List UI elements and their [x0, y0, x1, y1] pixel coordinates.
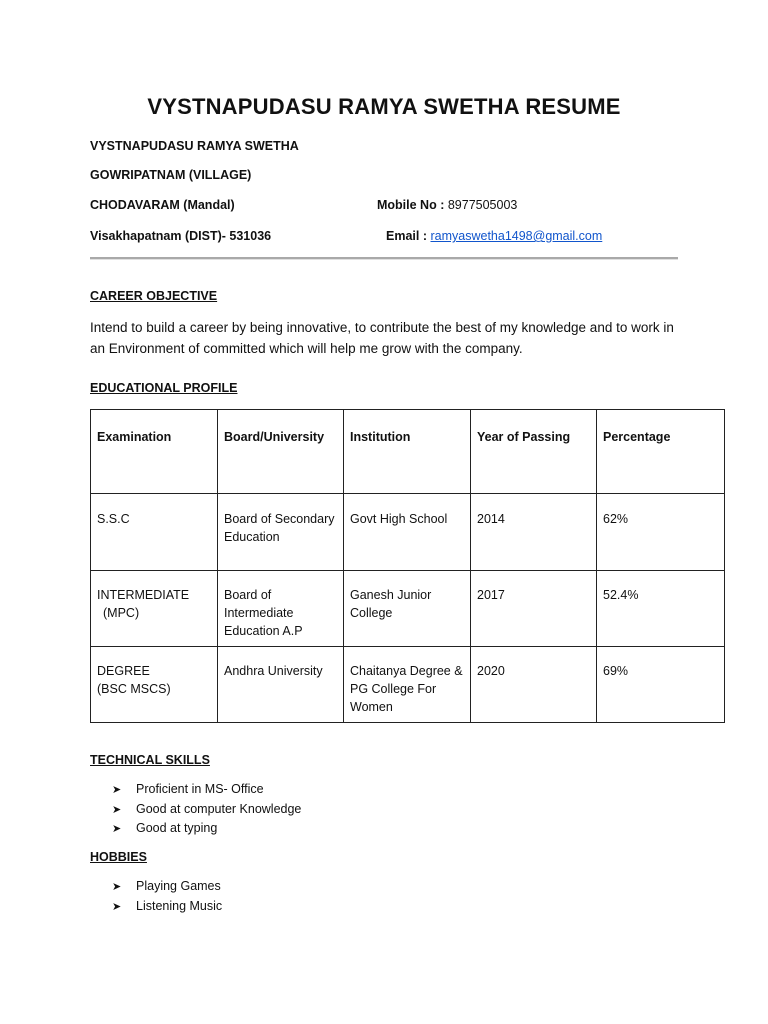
- cell-line: Ganesh Junior: [350, 588, 432, 602]
- table-row: [91, 494, 725, 571]
- cell-line: S.S.C: [97, 512, 130, 526]
- cell-line: Board of Secondary: [224, 512, 335, 526]
- year-cell: 2020: [471, 647, 597, 723]
- contact-email: [386, 229, 602, 243]
- list-item: [112, 897, 222, 917]
- email-link[interactable]: ramyaswetha1498@gmail.com: [430, 229, 603, 243]
- arrow-bullet-icon: ➤: [112, 803, 122, 816]
- cell-line: Board of: [224, 588, 272, 602]
- technical-skills-list: [112, 780, 301, 839]
- exam-cell: [91, 647, 218, 723]
- cell-line: Education: [224, 530, 280, 544]
- technical-skills-heading: TECHNICAL SKILLS: [90, 753, 210, 767]
- cell-line: Govt High School: [350, 512, 448, 526]
- column-header: Institution: [344, 410, 471, 494]
- arrow-bullet-icon: ➤: [112, 900, 122, 913]
- hobbies-list: [112, 877, 222, 916]
- table-row: [91, 571, 725, 647]
- page-title: VYSTNAPUDASU RAMYA SWETHA RESUME: [147, 94, 621, 119]
- list-item: [112, 819, 301, 839]
- contact-mobile: [377, 198, 517, 212]
- contact-village: GOWRIPATNAM (VILLAGE): [90, 168, 252, 182]
- institution-cell: [344, 494, 471, 571]
- percentage-cell: 62%: [597, 494, 725, 571]
- list-item: [112, 877, 222, 897]
- educational-profile-heading: EDUCATIONAL PROFILE: [90, 381, 238, 395]
- cell-line: Women: [350, 700, 393, 714]
- list-item-text: Listening Music: [136, 898, 223, 913]
- exam-cell: [91, 494, 218, 571]
- column-header: Board/University: [218, 410, 344, 494]
- cell-line: DEGREE: [97, 664, 150, 678]
- list-item-text: Playing Games: [136, 879, 221, 893]
- list-item: [112, 800, 301, 820]
- cell-line: Education A.P: [224, 624, 303, 638]
- career-objective-text: Intend to build a career by being innovative, to contribute the best of my knowledge and to work in an Environment of committed which will help me grow with the company.: [90, 320, 674, 356]
- cell-line: Chaitanya Degree &: [350, 664, 463, 678]
- contact-mandal: CHODAVARAM (Mandal): [90, 198, 235, 212]
- contact-name: VYSTNAPUDASU RAMYA SWETHA: [90, 139, 299, 153]
- list-item-text: Good at computer Knowledge: [136, 801, 302, 816]
- exam-cell: [91, 571, 218, 647]
- contact-district: Visakhapatnam (DIST)- 531036: [90, 229, 272, 243]
- education-table: [90, 409, 725, 723]
- header-divider: [90, 257, 678, 259]
- table-header-row: [91, 410, 725, 494]
- column-header: Examination: [91, 410, 218, 494]
- cell-line: Intermediate: [224, 606, 294, 620]
- cell-line: (MPC): [103, 606, 140, 620]
- year-cell: 2017: [471, 571, 597, 647]
- list-item: [112, 780, 301, 800]
- institution-cell: [344, 571, 471, 647]
- percentage-cell: 69%: [597, 647, 725, 723]
- email-label: Email :: [386, 229, 427, 243]
- board-cell: [218, 494, 344, 571]
- percentage-cell: 52.4%: [597, 571, 725, 647]
- list-item-text: Proficient in MS- Office: [136, 782, 264, 796]
- cell-line: (BSC MSCS): [97, 682, 171, 696]
- career-objective-heading: CAREER OBJECTIVE: [90, 289, 218, 303]
- list-item-text: Good at typing: [136, 821, 218, 835]
- mobile-label: Mobile No :: [377, 198, 445, 212]
- column-header: Year of Passing: [471, 410, 597, 494]
- cell-line: College: [350, 606, 393, 620]
- hobbies-heading: HOBBIES: [90, 850, 147, 864]
- table-row: [91, 647, 725, 723]
- board-cell: [218, 571, 344, 647]
- arrow-bullet-icon: ➤: [112, 881, 122, 893]
- arrow-bullet-icon: ➤: [112, 784, 122, 796]
- column-header: Percentage: [597, 410, 725, 494]
- cell-line: INTERMEDIATE: [97, 588, 190, 602]
- board-cell: [218, 647, 344, 723]
- cell-line: PG College For: [350, 682, 437, 696]
- arrow-bullet-icon: ➤: [112, 823, 122, 835]
- mobile-value: 8977505003: [444, 198, 518, 212]
- year-cell: 2014: [471, 494, 597, 571]
- cell-line: Andhra University: [224, 664, 323, 678]
- institution-cell: [344, 647, 471, 723]
